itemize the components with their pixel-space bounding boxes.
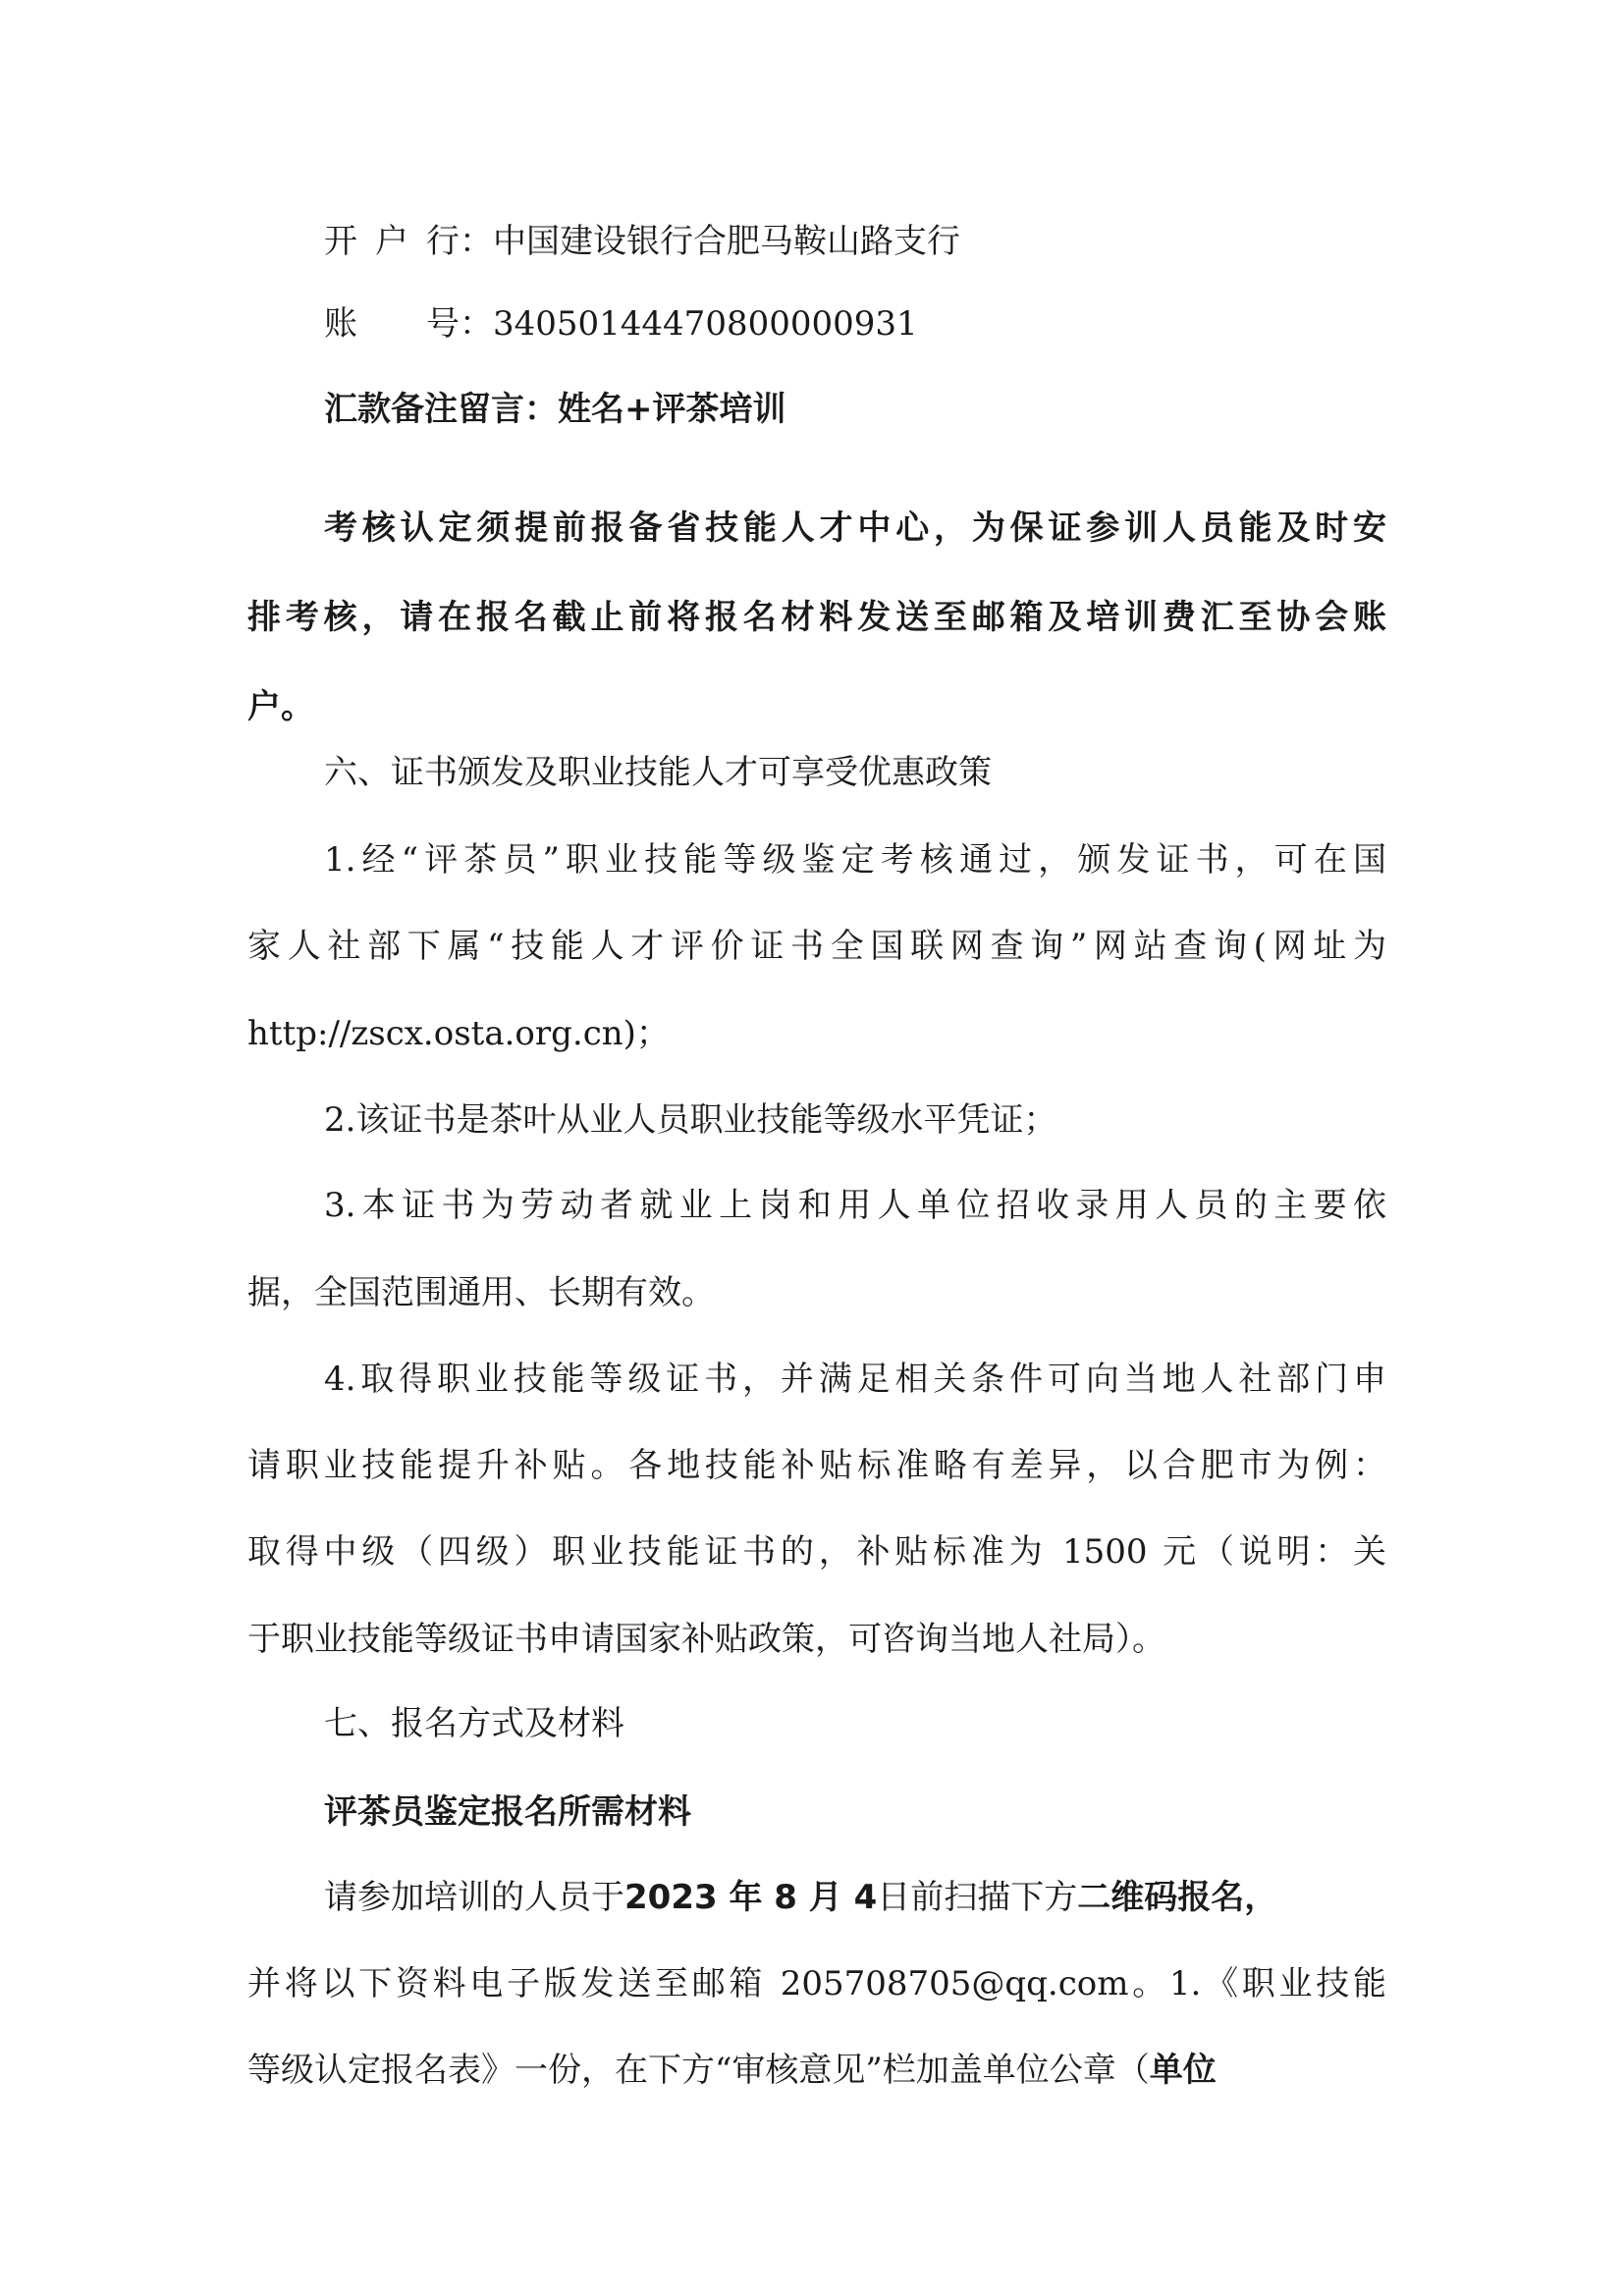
s7-line-3: 等级认定报名表》一份，在下方“审核意见”栏加盖单位公章（单位 — [247, 2051, 1217, 2090]
s6-p4-line-1: 4.取得职业技能等级证书，并满足相关条件可向当地人社部门申 — [324, 1360, 1386, 1399]
s6-p3-line-2: 据，全国范围通用、长期有效。 — [247, 1273, 715, 1312]
notice-line-1: 考核认定须提前报备省技能人才中心，为保证参训人员能及时安 — [324, 508, 1386, 548]
s6-p1-line-1: 1.经“评茶员”职业技能等级鉴定考核通过，颁发证书，可在国 — [324, 840, 1386, 880]
s6-p1-line-3: http://zscx.osta.org.cn)； — [247, 1014, 670, 1053]
s6-p3-line-1: 3.本证书为劳动者就业上岗和用人单位招收录用人员的主要依 — [324, 1186, 1386, 1225]
bank-value: 中国建设银行合肥马鞍山路支行 — [493, 222, 960, 261]
bank-line — [324, 218, 1386, 265]
s7-line-2: 并将以下资料电子版发送至邮箱 205708705@qq.com。1.《职业技能 — [247, 1964, 1386, 2003]
s7-line-1: 请参加培训的人员于2023 年 8 月 4日前扫描下方二维码报名， — [324, 1878, 1278, 1917]
section7-subheading: 评茶员鉴定报名所需材料 — [324, 1792, 691, 1832]
account-label: 账 号： — [324, 304, 493, 344]
account-line — [324, 300, 1386, 347]
s6-p4-line-4: 于职业技能等级证书申请国家补贴政策，可咨询当地人社局）。 — [247, 1620, 1165, 1659]
s6-p4-line-2: 请职业技能提升补贴。各地技能补贴标准略有差异，以合肥市为例： — [247, 1446, 1386, 1485]
notice-line-2: 排考核，请在报名截止前将报名材料发送至邮箱及培训费汇至协会账 — [247, 598, 1386, 637]
s6-p2: 2.该证书是茶叶从业人员职业技能等级水平凭证； — [324, 1100, 1057, 1140]
bank-label: 开 户 行： — [324, 222, 493, 261]
remit-note: 汇款备注留言：姓名+评茶培训 — [324, 390, 786, 429]
account-value: 340501444708000009​31 — [493, 304, 918, 344]
s6-p1-line-2: 家人社部下属“技能人才评价证书全国联网查询”网站查询(网址为 — [247, 927, 1386, 966]
s6-p4-line-3: 取得中级（四级）职业技能证书的，补贴标准为 1500 元（说明：关 — [247, 1532, 1386, 1572]
section6-heading: 六、证书颁发及职业技能人才可享受优惠政策 — [324, 753, 992, 792]
section7-heading: 七、报名方式及材料 — [324, 1704, 624, 1743]
notice-line-3: 户。 — [247, 687, 314, 726]
